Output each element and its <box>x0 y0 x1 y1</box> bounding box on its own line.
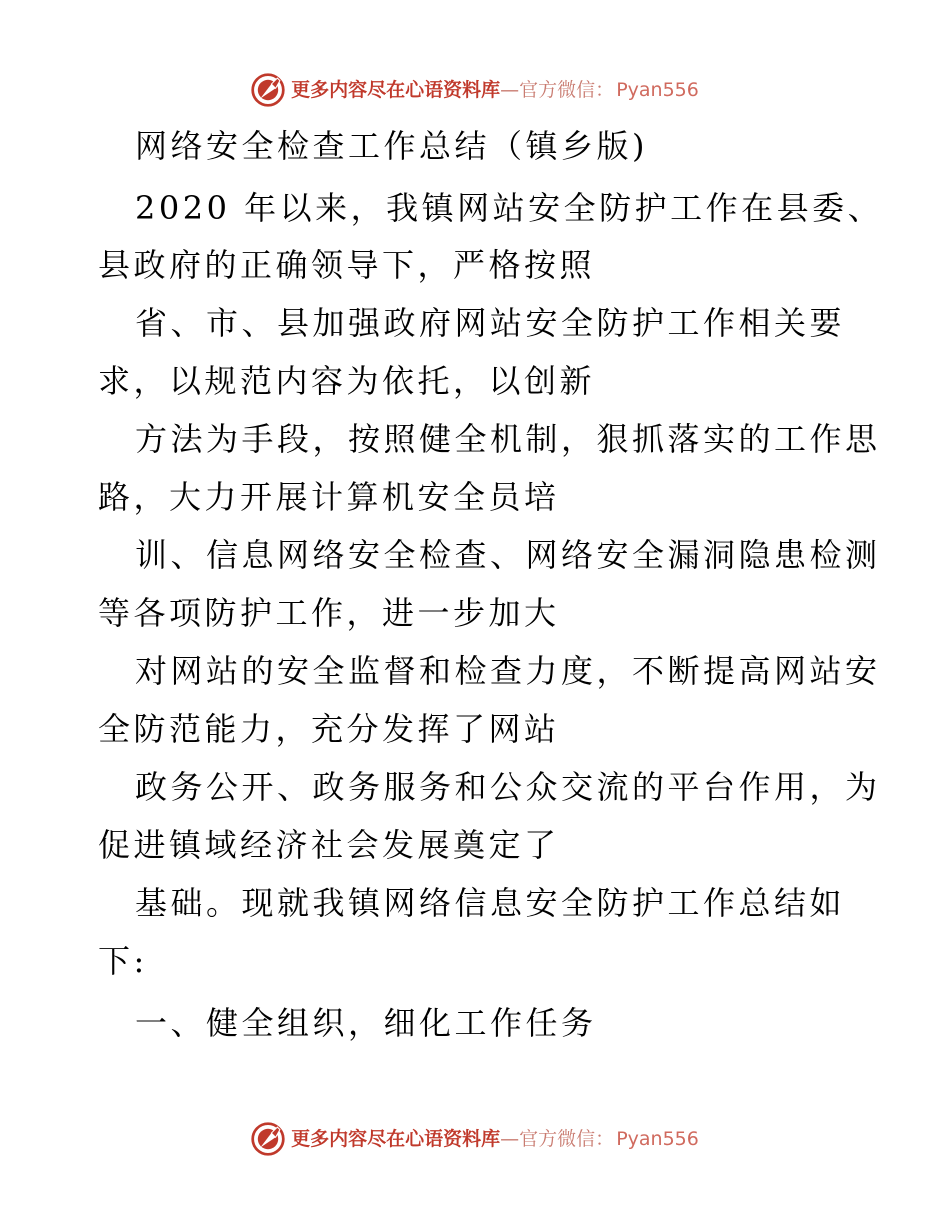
watermark-wechat-label: 官方微信： <box>519 79 615 101</box>
watermark-separator: — <box>500 79 520 101</box>
header-watermark <box>0 72 950 108</box>
paragraph-line: 全防范能力，充分发挥了网站 <box>98 710 560 748</box>
paragraph-line: 基础。现就我镇网络信息安全防护工作总结如 <box>135 884 846 922</box>
paragraph-line: 促进镇域经济社会发展奠定了 <box>98 826 560 864</box>
watermark-wechat-id: Pyan556 <box>616 1128 699 1150</box>
paragraph-line: 路，大力开展计算机安全员培 <box>98 478 560 516</box>
document-title: 网络安全检查工作总结（镇乡版) <box>135 127 648 165</box>
paragraph-line: 省、市、县加强政府网站安全防护工作相关要 <box>135 304 846 342</box>
paragraph-line: 求，以规范内容为依托，以创新 <box>98 362 596 400</box>
footer-watermark <box>0 1121 950 1157</box>
paragraph-line: 等各项防护工作，进一步加大 <box>98 594 560 632</box>
watermark-main-text: 更多内容尽在心语资料库 <box>291 1128 501 1150</box>
pen-nib-logo-icon <box>251 73 285 107</box>
paragraph-line: 下: <box>98 942 148 980</box>
watermark-wechat-label: 官方微信： <box>519 1128 615 1150</box>
pen-nib-logo-icon <box>251 1122 285 1156</box>
watermark-separator: — <box>500 1128 520 1150</box>
section-heading: 一、健全组织，细化工作任务 <box>135 1004 597 1042</box>
paragraph-line: 政务公开、政务服务和公众交流的平台作用，为 <box>135 768 881 806</box>
watermark-main-text: 更多内容尽在心语资料库 <box>291 79 501 101</box>
watermark-wechat-id: Pyan556 <box>616 79 699 101</box>
paragraph-line: 训、信息网络安全检查、网络安全漏洞隐患检测 <box>135 536 881 574</box>
paragraph-line: 县政府的正确领导下，严格按照 <box>98 246 596 284</box>
paragraph-line: 方法为手段，按照健全机制，狠抓落实的工作思 <box>135 420 881 458</box>
paragraph-line: 对网站的安全监督和检查力度，不断提高网站安 <box>135 652 881 690</box>
paragraph-line: 2020 年以来，我镇网站安全防护工作在县委、 <box>135 189 884 227</box>
